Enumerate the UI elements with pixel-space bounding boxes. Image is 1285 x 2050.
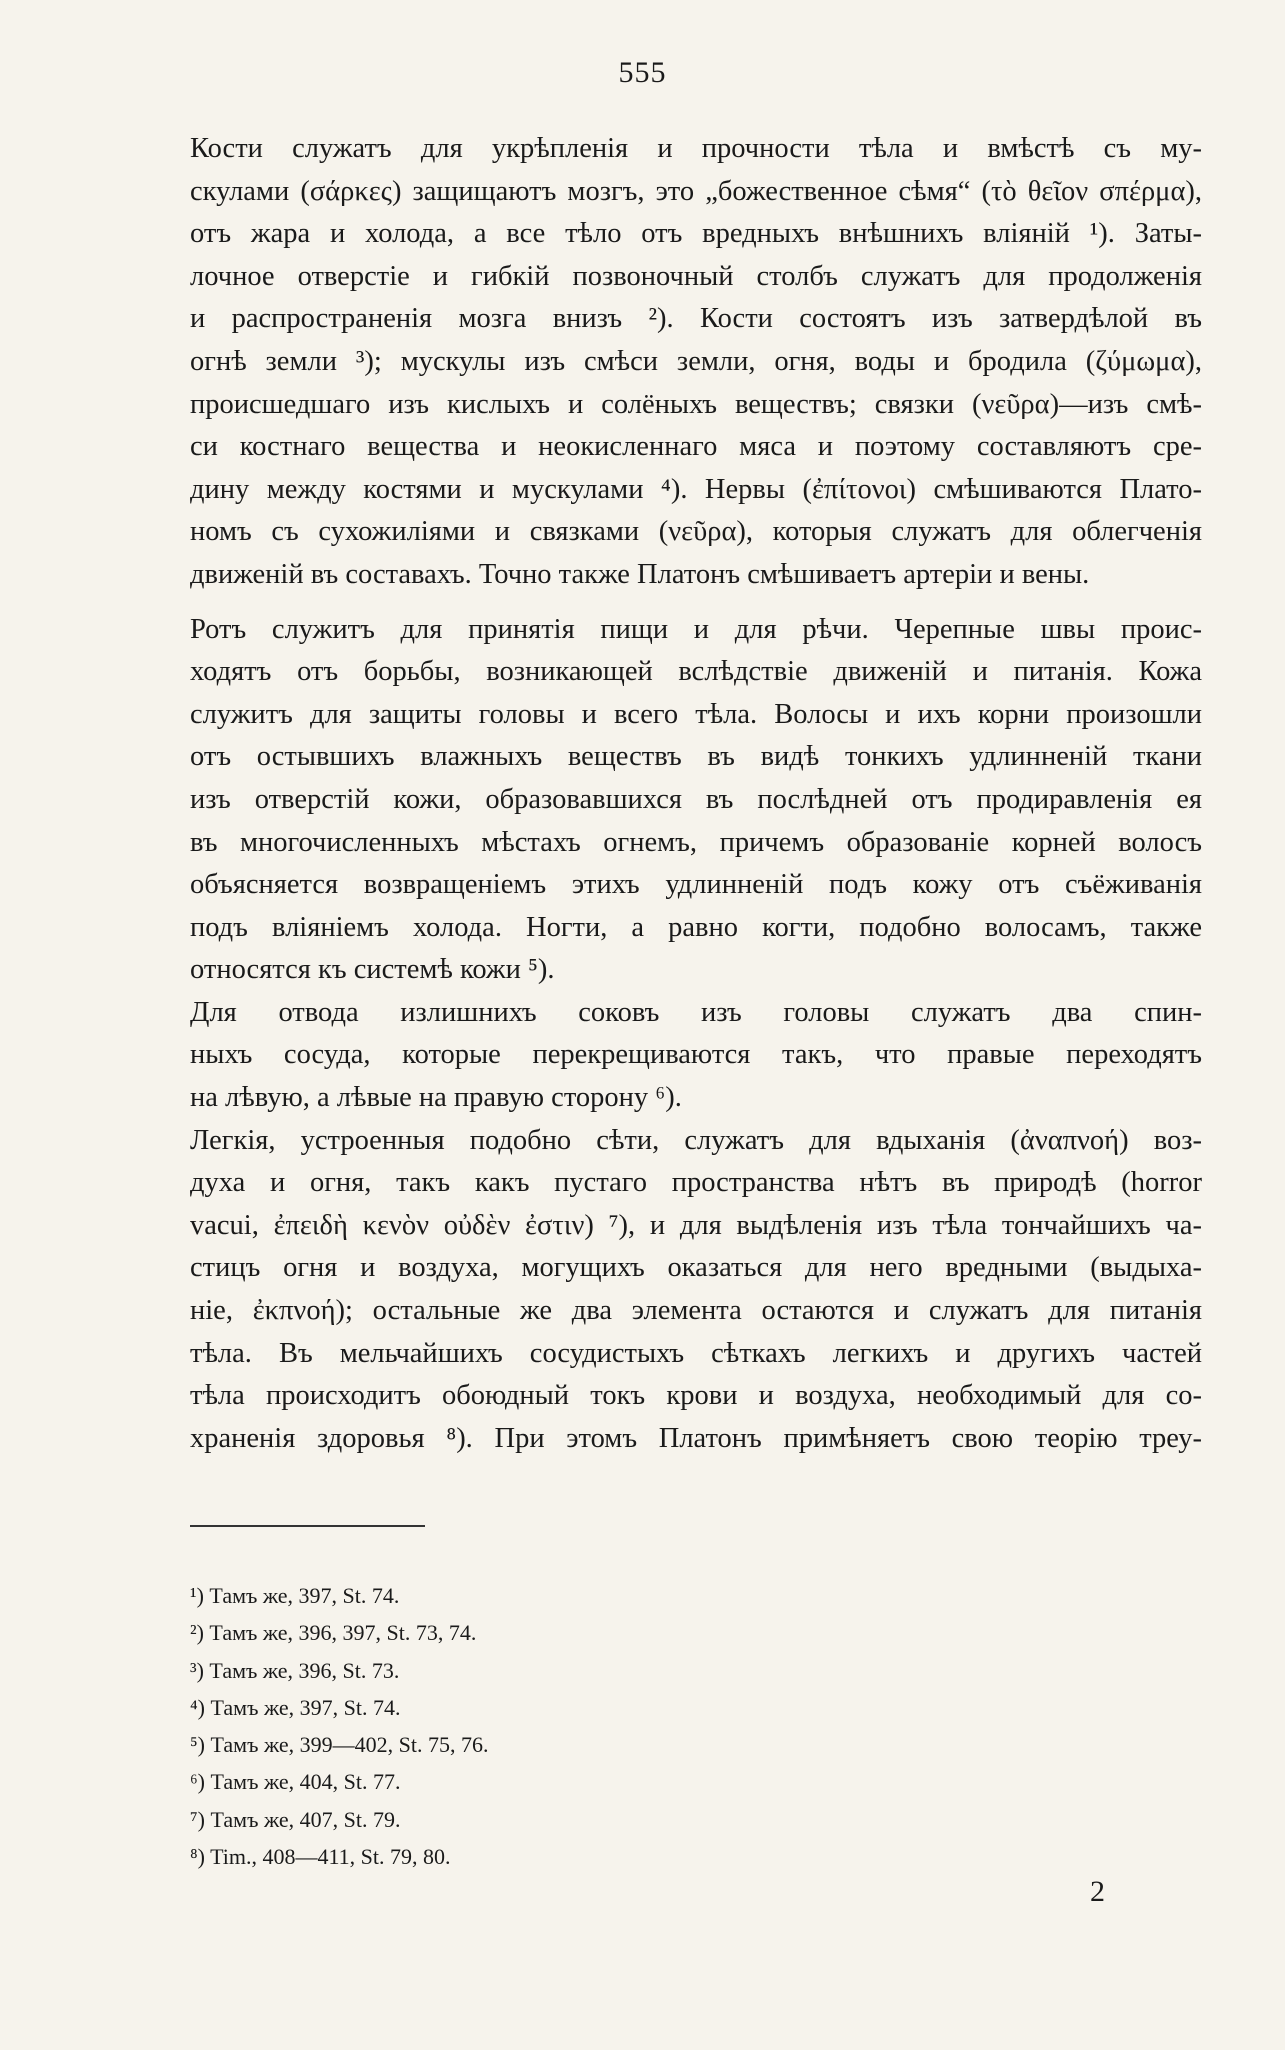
text-line: ніе, ἐκπνοή); остальные же два элемента остаются и служатъ для питанія [190, 1295, 1202, 1327]
footnote: ⁵) Тамъ же, 399—402, St. 75, 76. [190, 1732, 489, 1758]
text-line: тѣла происходитъ обоюдный токъ крови и воздуха, необходимый для со- [190, 1380, 1202, 1412]
footnote-divider [190, 1525, 425, 1527]
text-line: дину между костями и мускулами ⁴). Нервы (ἐπίτονοι) смѣшиваются Плато- [190, 473, 1202, 505]
page-number: 555 [618, 56, 667, 89]
footnote: ⁷) Тамъ же, 407, St. 79. [190, 1806, 401, 1832]
text-line: изъ отверстій кожи, образовавшихся въ послѣдней отъ продиравленія ея [190, 783, 1202, 815]
text-line: Легкія, устроенныя подобно сѣти, служатъ для вдыханія (ἀναπνοή) воз- [190, 1124, 1202, 1156]
footnote: ²) Тамъ же, 396, 397, St. 73, 74. [190, 1620, 477, 1646]
text-line: духа и огня, такъ какъ пустаго пространства нѣтъ въ природѣ (horror [190, 1167, 1202, 1199]
text-line: объясняется возвращеніемъ этихъ удлинненій подъ кожу отъ съёживанія [190, 869, 1202, 901]
text-line: храненія здоровья ⁸). При этомъ Платонъ примѣняетъ свою теорію треу- [190, 1422, 1202, 1454]
text-line: огнѣ земли ³); мускулы изъ смѣси земли, огня, воды и бродила (ζύμωμα), [190, 345, 1202, 377]
text-line: подъ вліяніемъ холода. Ногти, а равно когти, подобно волосамъ, также [190, 911, 1202, 943]
footnote: ⁶) Тамъ же, 404, St. 77. [190, 1769, 401, 1795]
text-line: отъ остывшихъ влажныхъ веществъ въ видѣ тонкихъ удлинненій ткани [190, 741, 1202, 773]
footnote: ¹) Тамъ же, 397, St. 74. [190, 1583, 400, 1608]
text-line: vacui, ἐπειδὴ κενὸν οὐδὲν ἐστιν) ⁷), и для выдѣленія изъ тѣла тончайшихъ ча- [190, 1209, 1202, 1241]
footnote: ⁴) Тамъ же, 397, St. 74. [190, 1694, 401, 1720]
text-line: движеній въ составахъ. Точно также Платонъ смѣшиваетъ артеріи и вены. [190, 558, 1090, 590]
text-line: въ многочисленныхъ мѣстахъ огнемъ, причемъ образованіе корней волосъ [190, 826, 1202, 858]
footnotes [190, 1577, 890, 1875]
text-line: си костнаго вещества и неокисленнаго мяса и поэтому составляютъ сре- [190, 431, 1202, 463]
text-line: на лѣвую, а лѣвые на правую сторону ⁶). [190, 1082, 682, 1114]
text-line: ходятъ отъ борьбы, возникающей вслѣдствіе движеній и питанія. Кожа [190, 656, 1202, 688]
text-line: Кости служатъ для укрѣпленія и прочности тѣла и вмѣстѣ съ му- [190, 133, 1202, 164]
text-line: Ротъ служитъ для принятія пищи и для рѣчи. Черепные швы проис- [190, 613, 1202, 645]
text-line: отъ жара и холода, а все тѣло отъ вредныхъ внѣшнихъ вліяній ¹). Заты- [190, 218, 1202, 250]
text-line: происшедшаго изъ кислыхъ и солёныхъ веществъ; связки (νεῦρα)—изъ смѣ- [190, 388, 1202, 420]
text-line: скулами (σάρκες) защищаютъ мозгъ, это „божественное сѣмя“ (τὸ θεῖον σπέρμα), [190, 175, 1202, 207]
footnote: ⁸) Tim., 408—411, St. 79, 80. [190, 1844, 451, 1870]
text-line: стицъ огня и воздуха, могущихъ оказаться для него вредными (выдыха- [190, 1252, 1202, 1284]
text-line: номъ съ сухожиліями и связками (νεῦρα), которыя служатъ для облегченія [190, 516, 1202, 548]
text-line: и распространенія мозга внизъ ²). Кости состоятъ изъ затвердѣлой въ [190, 303, 1202, 335]
text-line: Для отвода излишнихъ соковъ изъ головы служатъ два спин- [190, 996, 1202, 1028]
text-line: относятся къ системѣ кожи ⁵). [190, 954, 555, 986]
text-line: лочное отверстіе и гибкій позвоночный столбъ служатъ для продолженія [190, 260, 1202, 292]
text-line: ныхъ сосуда, которые перекрещиваются такъ, что правые переходятъ [190, 1039, 1202, 1071]
signature-mark: 2 [1090, 1875, 1105, 1908]
body-text [190, 128, 1202, 1460]
text-line: служитъ для защиты головы и всего тѣла. Волосы и ихъ корни произошли [190, 698, 1202, 730]
text-line: тѣла. Въ мельчайшихъ сосудистыхъ сѣткахъ легкихъ и другихъ частей [190, 1337, 1202, 1369]
footnote: ³) Тамъ же, 396, St. 73. [190, 1657, 400, 1683]
